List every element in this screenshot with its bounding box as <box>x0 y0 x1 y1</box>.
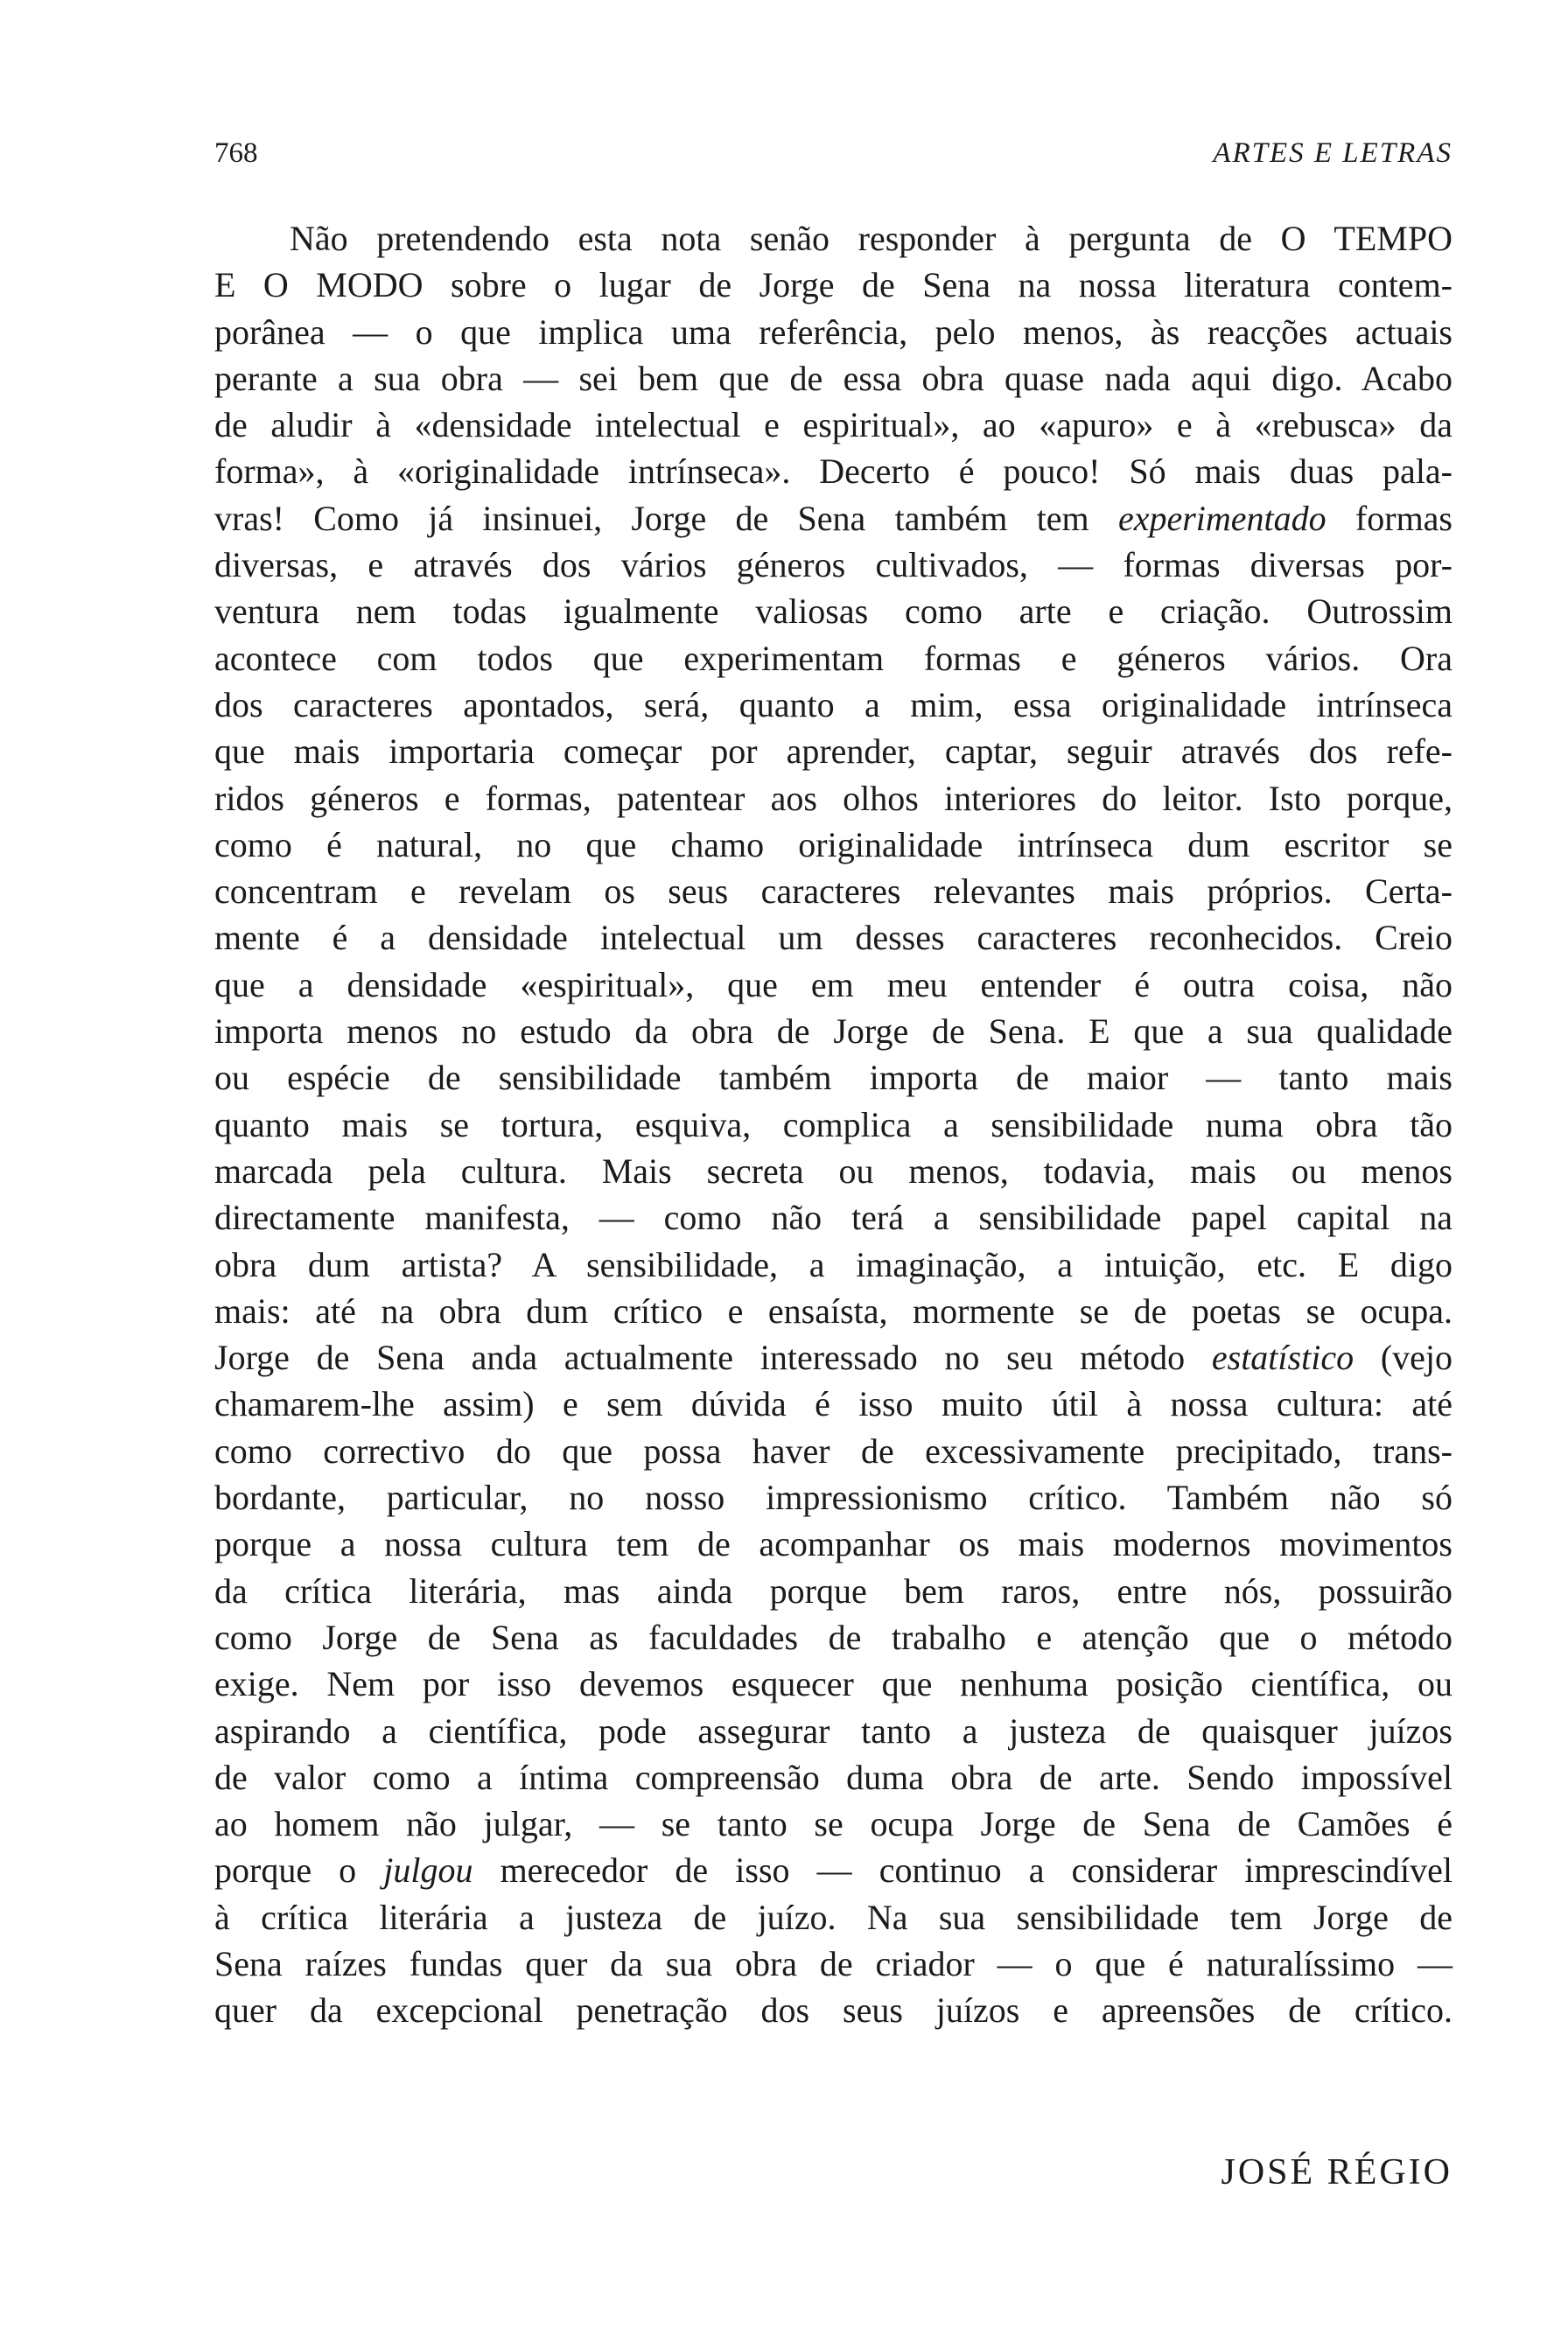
text-line: de aludir à «densidade intelectual e espiritual», ao «apuro» e à «rebusca» da <box>214 405 1452 445</box>
body-text <box>214 215 1452 2034</box>
text-line: bordante, particular, no nosso impressionismo crítico. Também não só <box>214 1478 1452 1518</box>
text-line: quer da excepcional penetração dos seus juízos e apreensões de crítico. <box>214 1990 1452 2031</box>
text-line: exige. Nem por isso devemos esquecer que nenhuma posição científica, ou <box>214 1664 1452 1704</box>
text-line: à crítica literária a justeza de juízo. Na sua sensibilidade tem Jorge de <box>214 1897 1452 1937</box>
text-segment: (vejo <box>1354 1338 1452 1378</box>
text-line: obra dum artista? A sensibilidade, a imaginação, a intuição, etc. E digo <box>214 1244 1452 1284</box>
text-line <box>214 1334 1452 1381</box>
text-line: acontece com todos que experimentam formas e géneros vários. Ora <box>214 638 1452 678</box>
text-line: da crítica literária, mas ainda porque bem raros, entre nós, possuirão <box>214 1570 1452 1611</box>
text-line: de valor como a íntima compreensão duma obra de arte. Sendo impossível <box>214 1757 1452 1797</box>
text-segment: vras! Como já insinuei, Jorge de Sena também tem <box>214 498 1118 538</box>
text-line: que mais importaria começar por aprender, captar, seguir através dos refe- <box>214 731 1452 772</box>
text-line: mente é a densidade intelectual um desses caracteres reconhecidos. Creio <box>214 918 1452 958</box>
text-segment: merecedor de isso — continuo a considerar imprescindível <box>472 1850 1452 1891</box>
text-line: como correctivo do que possa haver de excessivamente precipitado, trans- <box>214 1430 1452 1471</box>
text-line: directamente manifesta, — como não terá a sensibilidade papel capital na <box>214 1198 1452 1238</box>
text-line: quanto mais se tortura, esquiva, complica a sensibilidade numa obra tão <box>214 1104 1452 1144</box>
text-line: forma», à «originalidade intrínseca». Decerto é pouco! Só mais duas pala- <box>214 451 1452 492</box>
text-line: perante a sua obra — sei bem que de essa obra quase nada aqui digo. Acabo <box>214 358 1452 398</box>
emphasis: estatístico <box>1211 1338 1354 1378</box>
text-line: Não pretendendo esta nota senão responder à pergunta de O TEMPO <box>290 219 1452 258</box>
text-line: ou espécie de sensibilidade também importa de maior — tanto mais <box>214 1058 1452 1098</box>
text-line: E O MODO sobre o lugar de Jorge de Sena na nossa literatura contem- <box>214 265 1452 305</box>
text-line: dos caracteres apontados, será, quanto a mim, essa originalidade intrínseca <box>214 684 1452 724</box>
emphasis: experimentado <box>1117 498 1326 538</box>
text-line: concentram e revelam os seus caracteres relevantes mais próprios. Certa- <box>214 871 1452 912</box>
text-line: ridos géneros e formas, patentear aos olhos interiores do leitor. Isto porque, <box>214 778 1452 818</box>
text-line: ventura nem todas igualmente valiosas como arte e criação. Outrossim <box>214 591 1452 632</box>
running-head <box>214 131 1452 175</box>
text-line: mais: até na obra dum crítico e ensaísta, mormente se de poetas se ocupa. <box>214 1290 1452 1331</box>
text-line: como é natural, no que chamo originalidade intrínseca dum escritor se <box>214 824 1452 864</box>
text-line: chamarem-lhe assim) e sem dúvida é isso muito útil à nossa cultura: até <box>214 1384 1452 1424</box>
text-segment: formas <box>1326 498 1452 538</box>
emphasis: julgou <box>383 1850 473 1891</box>
text-line <box>214 1847 1452 1893</box>
text-line: aspirando a científica, pode assegurar tanto a justeza de quaisquer juízos <box>214 1710 1452 1751</box>
text-line <box>214 495 1452 542</box>
author-signature: JOSÉ RÉGIO <box>1221 2152 1452 2193</box>
text-line: Sena raízes fundas quer da sua obra de criador — o que é naturalíssimo — <box>214 1943 1452 1983</box>
text-line: que a densidade «espiritual», que em meu entender é outra coisa, não <box>214 964 1452 1004</box>
text-line: porque a nossa cultura tem de acompanhar os mais modernos movimentos <box>214 1524 1452 1564</box>
text-line: ao homem não julgar, — se tanto se ocupa Jorge de Sena de Camões é <box>214 1804 1452 1844</box>
text-line: porânea — o que implica uma referência, pelo menos, às reacções actuais <box>214 311 1452 352</box>
text-line: diversas, e através dos vários géneros cultivados, — formas diversas por- <box>214 545 1452 585</box>
text-line: como Jorge de Sena as faculdades de trabalho e atenção que o método <box>214 1617 1452 1657</box>
text-line: importa menos no estudo da obra de Jorge de Sena. E que a sua qualidade <box>214 1011 1452 1052</box>
text-segment: Jorge de Sena anda actualmente interessado no seu método <box>214 1338 1212 1378</box>
page-number: 768 <box>214 137 258 169</box>
text-segment: porque o <box>214 1850 384 1891</box>
text-line: marcada pela cultura. Mais secreta ou menos, todavia, mais ou menos <box>214 1151 1452 1191</box>
section-title: ARTES E LETRAS <box>1213 137 1452 169</box>
